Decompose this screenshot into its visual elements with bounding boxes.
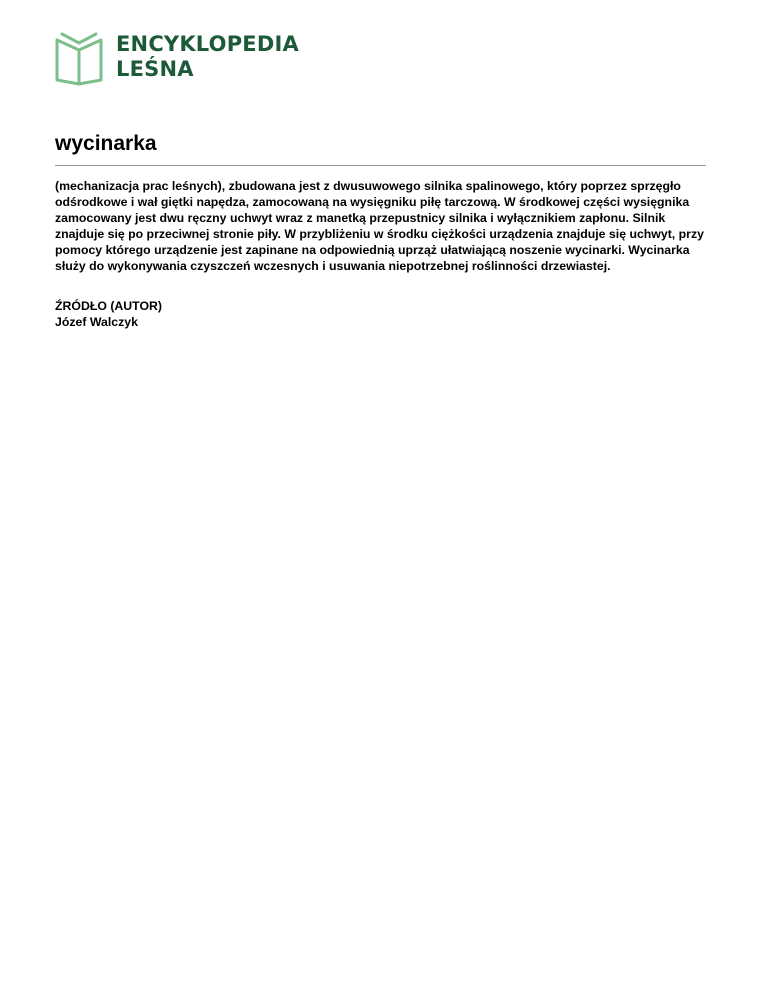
- open-book-icon: [54, 30, 104, 86]
- logo-line-1: ENCYKLOPEDIA: [116, 32, 299, 56]
- title-divider: [55, 165, 706, 166]
- site-logo[interactable]: [54, 30, 299, 86]
- source-block: [55, 298, 162, 330]
- page-title: wycinarka: [55, 132, 157, 155]
- entry-body: (mechanizacja prac leśnych), zbudowana jest z dwusuwowego silnika spalinowego, który poprzez sprzęgło odśrodkowe i wał giętki napędza, zamocowaną na wysięgniku piłę tarczową. W środkowej części wysięgnika zamocowany jest dwu ręczny uchwyt wraz z manetką przepustnicy silnika i wyłącznikiem zapłonu. Silnik znajduje się po przeciwnej stronie piły. W przybliżeniu w środku ciężkości urządzenia znajduje się uchwyt, przy pomocy którego urządzenie jest zapinane na odpowiednią uprząż ułatwiającą noszenie wycinarki. Wycinarka służy do wykonywania czyszczeń wczesnych i usuwania niepotrzebnej roślinności drzewiastej.: [55, 179, 704, 273]
- source-label: ŹRÓDŁO (AUTOR): [55, 299, 163, 313]
- logo-text: [116, 32, 299, 82]
- source-author: Józef Walczyk: [55, 315, 138, 329]
- logo-line-2: LEŚNA: [116, 57, 194, 81]
